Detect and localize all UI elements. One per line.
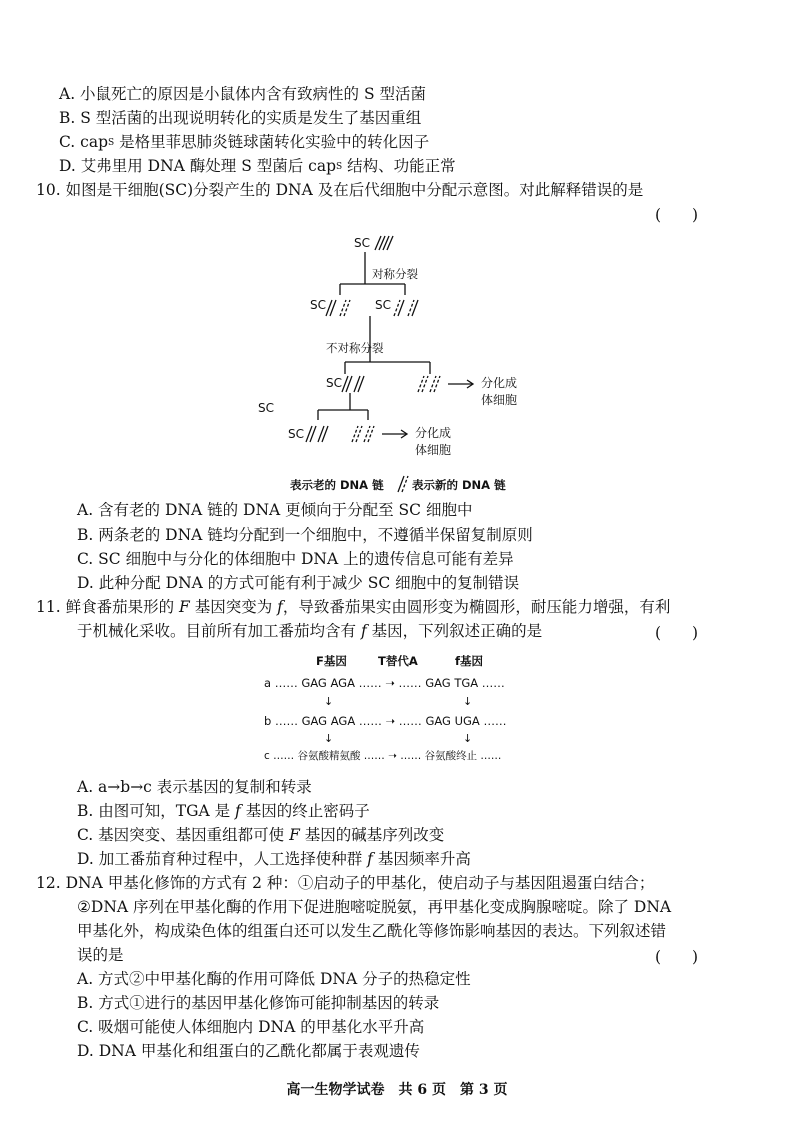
q10-answer-paren: ( ) — [655, 206, 699, 224]
diagram-symmetric-label: 对称分裂 — [372, 267, 418, 281]
q12-stem-line3: 甲基化外，构成染色体的组蛋白还可以发生乙酰化等修饰影响基因的表达。下列叙述错 — [77, 922, 667, 940]
diagram-legend-old: 表示老的 DNA 链 — [290, 478, 384, 492]
q9-option-b: B. S 型活菌的出现说明转化的实质是发生了基因重组 — [59, 109, 422, 127]
q12-stem-line2: ②DNA 序列在甲基化酶的作用下促进胞嘧啶脱氨，再甲基化变成胸腺嘧啶。除了 DNA — [77, 898, 672, 916]
fig-arrow-3: ↓ — [324, 732, 334, 745]
q11-stem-line1: 11. 鲜食番茄果形的 F 基因突变为 f，导致番茄果实由圆形变为椭圆形，耐压能力增强，有利 — [36, 598, 671, 616]
diagram-sc-row4: SC — [288, 427, 304, 441]
q10-option-c: C. SC 细胞中与分化的体细胞中 DNA 上的遗传信息可能有差异 — [77, 550, 514, 568]
q9-option-a: A. 小鼠死亡的原因是小鼠体内含有致病性的 S 型活菌 — [59, 85, 427, 103]
fig-row-a: a …… GAG AGA …… ➝ …… GAG TGA …… — [264, 676, 505, 690]
diagram-differentiate-1a: 分化成 — [481, 376, 518, 390]
q9-option-c: C. cap$^S$ 是格里菲思肺炎链球菌转化实验中的转化因子 — [59, 133, 430, 151]
q12-option-a: A. 方式②中甲基化酶的作用可降低 DNA 分子的热稳定性 — [77, 970, 471, 988]
fig-arrow-1: ↓ — [324, 695, 334, 708]
fig-row-c: c …… 谷氨酸精氨酸 …… ➝ …… 谷氨酸终止 …… — [264, 750, 502, 762]
fig-row-b: b …… GAG AGA …… ➝ …… GAG UGA …… — [264, 714, 507, 728]
q9-option-d: D. 艾弗里用 DNA 酶处理 S 型菌后 cap$^S$ 结构、功能正常 — [59, 157, 456, 175]
fig-arrow-4: ↓ — [463, 732, 473, 745]
fig-header-F: F基因 — [316, 654, 347, 668]
diagram-differentiate-1b: 体细胞 — [481, 393, 518, 407]
fig-header-replace: T替代A — [378, 654, 418, 668]
q11-option-d: D. 加工番茄育种过程中，人工选择使种群 f 基因频率升高 — [77, 850, 471, 868]
diagram-sc-row3: SC — [326, 376, 342, 390]
q12-stem-line1: 12. DNA 甲基化修饰的方式有 2 种：①启动子的甲基化，使启动子与基因阻遏蛋白结合； — [36, 874, 655, 892]
q11-option-b: B. 由图可知，TGA 是 f 基因的终止密码子 — [77, 802, 370, 820]
q10-option-d: D. 此种分配 DNA 的方式可能有利于减少 SC 细胞中的复制错误 — [77, 574, 520, 592]
diagram-differentiate-2b: 体细胞 — [415, 443, 452, 457]
fig-arrow-2: ↓ — [463, 695, 473, 708]
q11-stem-line2: 于机械化采收。目前所有加工番茄均含有 f 基因，下列叙述正确的是 — [77, 622, 543, 640]
diagram-differentiate-2a: 分化成 — [415, 426, 452, 440]
diagram-sc-row2-left: SC — [310, 298, 326, 312]
q10-option-b: B. 两条老的 DNA 链均分配到一个细胞中，不遵循半保留复制原则 — [77, 526, 533, 544]
q11-option-a: A. a→b→c 表示基因的复制和转录 — [77, 778, 312, 796]
diagram-sc-top: SC — [354, 236, 370, 250]
q10-option-a: A. 含有老的 DNA 链的 DNA 更倾向于分配至 SC 细胞中 — [77, 501, 473, 519]
q11-option-c: C. 基因突变、基因重组都可使 F 基因的碱基序列改变 — [77, 826, 445, 844]
fig-header-f: f基因 — [455, 654, 484, 668]
diagram-sc-row2-right: SC — [375, 298, 391, 312]
q10-stem: 10. 如图是干细胞(SC)分裂产生的 DNA 及在后代细胞中分配示意图。对此解释错误的是 — [36, 181, 644, 199]
dna-distribution-diagram — [0, 0, 794, 500]
q12-option-b: B. 方式①进行的基因甲基化修饰可能抑制基因的转录 — [77, 994, 440, 1012]
q12-answer-paren: ( ) — [655, 948, 699, 966]
q12-option-c: C. 吸烟可能使人体细胞内 DNA 的甲基化水平升高 — [77, 1018, 425, 1036]
page-footer: 高一生物学试卷 共 6 页 第 3 页 — [286, 1082, 508, 1098]
q12-option-d: D. DNA 甲基化和组蛋白的乙酰化都属于表观遗传 — [77, 1042, 420, 1060]
diagram-sc-side: SC — [258, 401, 274, 415]
q11-answer-paren: ( ) — [655, 624, 699, 642]
q12-stem-line4: 误的是 — [77, 946, 124, 964]
diagram-legend-new: 表示新的 DNA 链 — [412, 478, 506, 492]
diagram-asymmetric-label: 不对称分裂 — [326, 341, 384, 355]
